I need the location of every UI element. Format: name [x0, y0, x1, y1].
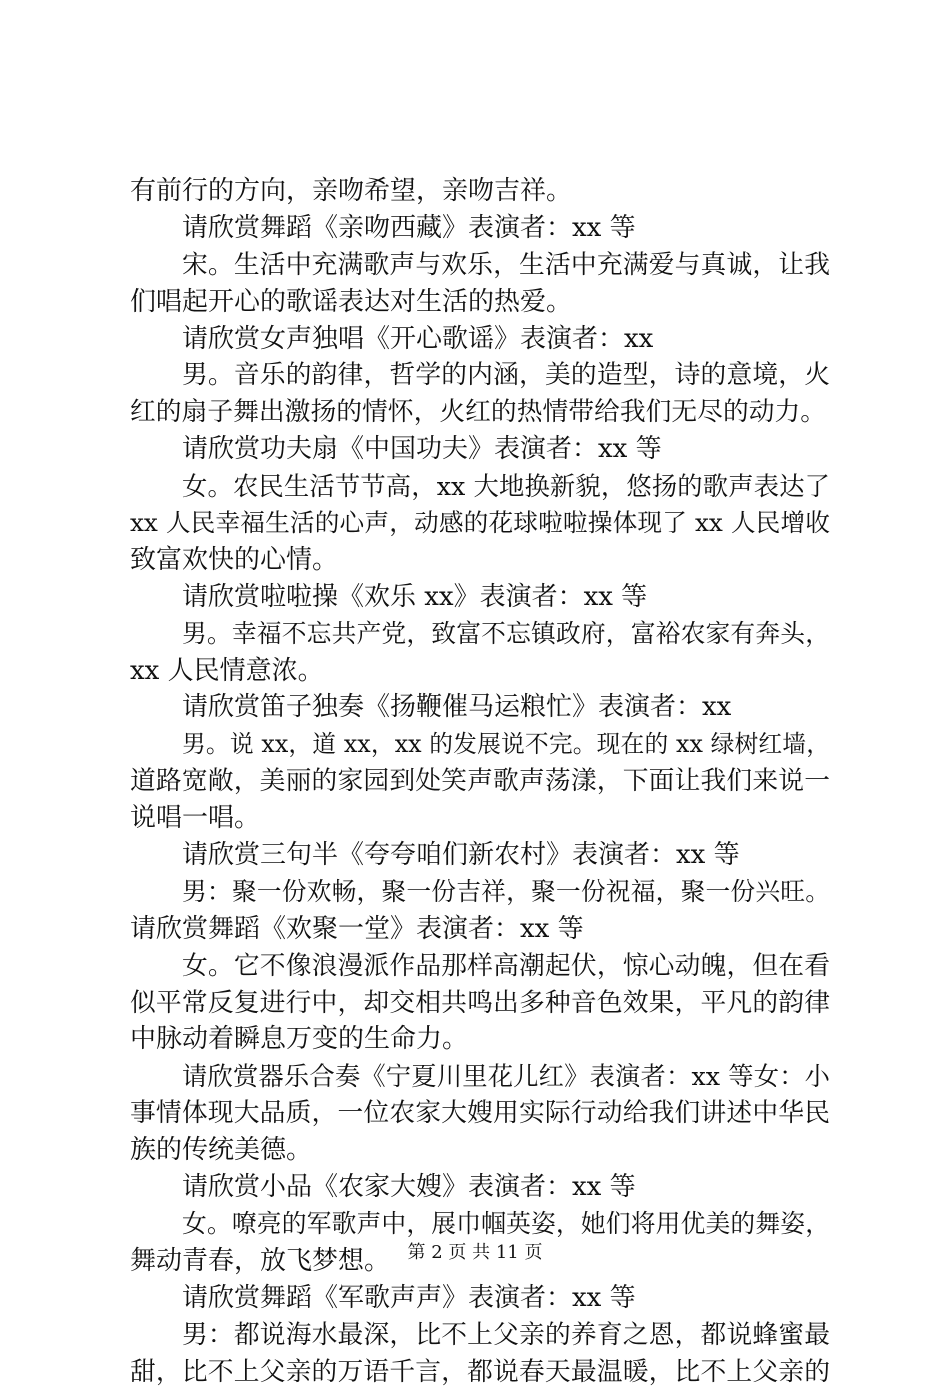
- text-line: 请欣赏舞蹈《欢聚一堂》表演者：xx 等: [130, 911, 830, 948]
- text-line: 请欣赏小品《农家大嫂》表演者：xx 等: [130, 1169, 830, 1206]
- text-line: 说唱一唱。: [130, 800, 830, 837]
- text-line: 男：聚一份欢畅，聚一份吉祥，聚一份祝福，聚一份兴旺。: [130, 874, 830, 911]
- text-line: 中脉动着瞬息万变的生命力。: [130, 1021, 830, 1058]
- text-line: 致富欢快的心情。: [130, 542, 830, 579]
- text-line: 男。幸福不忘共产党，致富不忘镇政府，富裕农家有奔头，: [130, 616, 830, 653]
- text-line: 有前行的方向，亲吻希望，亲吻吉祥。: [130, 173, 830, 210]
- text-line: 舞动青春，放飞梦想。: [130, 1243, 830, 1280]
- text-line: 请欣赏三句半《夸夸咱们新农村》表演者：xx 等: [130, 837, 830, 874]
- text-line: 甜，比不上父亲的万语千言，都说春天最温暖，比不上父亲的: [130, 1354, 830, 1390]
- text-line: 宋。生活中充满歌声与欢乐，生活中充满爱与真诚，让我: [130, 247, 830, 284]
- text-line: 女。嘹亮的军歌声中，展巾帼英姿，她们将用优美的舞姿，: [130, 1206, 830, 1243]
- text-line: 女。农民生活节节高，xx 大地换新貌，悠扬的歌声表达了: [130, 468, 830, 505]
- text-line: 请欣赏舞蹈《军歌声声》表演者：xx 等: [130, 1280, 830, 1317]
- text-line: 红的扇子舞出激扬的情怀，火红的热情带给我们无尽的动力。: [130, 394, 830, 431]
- text-line: 请欣赏女声独唱《开心歌谣》表演者：xx: [130, 321, 830, 358]
- page-footer: 第 2 页 共 11 页: [0, 1238, 950, 1264]
- document-body: [130, 173, 830, 1390]
- text-line: 男。音乐的韵律，哲学的内涵，美的造型，诗的意境，火: [130, 357, 830, 394]
- text-line: 族的传统美德。: [130, 1132, 830, 1169]
- text-line: 事情体现大品质，一位农家大嫂用实际行动给我们讲述中华民: [130, 1095, 830, 1132]
- text-line: 请欣赏舞蹈《亲吻西藏》表演者：xx 等: [130, 210, 830, 247]
- text-line: 请欣赏器乐合奏《宁夏川里花儿红》表演者：xx 等女：小: [130, 1058, 830, 1095]
- text-line: 似平常反复进行中，却交相共鸣出多种音色效果，平凡的韵律: [130, 985, 830, 1022]
- text-line: 男：都说海水最深，比不上父亲的养育之恩，都说蜂蜜最: [130, 1317, 830, 1354]
- text-line: 道路宽敞，美丽的家园到处笑声歌声荡漾，下面让我们来说一: [130, 763, 830, 800]
- text-line: 女。它不像浪漫派作品那样高潮起伏，惊心动魄，但在看: [130, 948, 830, 985]
- text-line: 男。说 xx，道 xx，xx 的发展说不完。现在的 xx 绿树红墙，: [130, 726, 830, 763]
- text-line: 请欣赏功夫扇《中国功夫》表演者：xx 等: [130, 431, 830, 468]
- text-line: 们唱起开心的歌谣表达对生活的热爱。: [130, 284, 830, 321]
- text-line: xx 人民幸福生活的心声，动感的花球啦啦操体现了 xx 人民增收: [130, 505, 830, 542]
- text-line: 请欣赏笛子独奏《扬鞭催马运粮忙》表演者：xx: [130, 689, 830, 726]
- text-line: 请欣赏啦啦操《欢乐 xx》表演者：xx 等: [130, 579, 830, 616]
- text-line: xx 人民情意浓。: [130, 653, 830, 690]
